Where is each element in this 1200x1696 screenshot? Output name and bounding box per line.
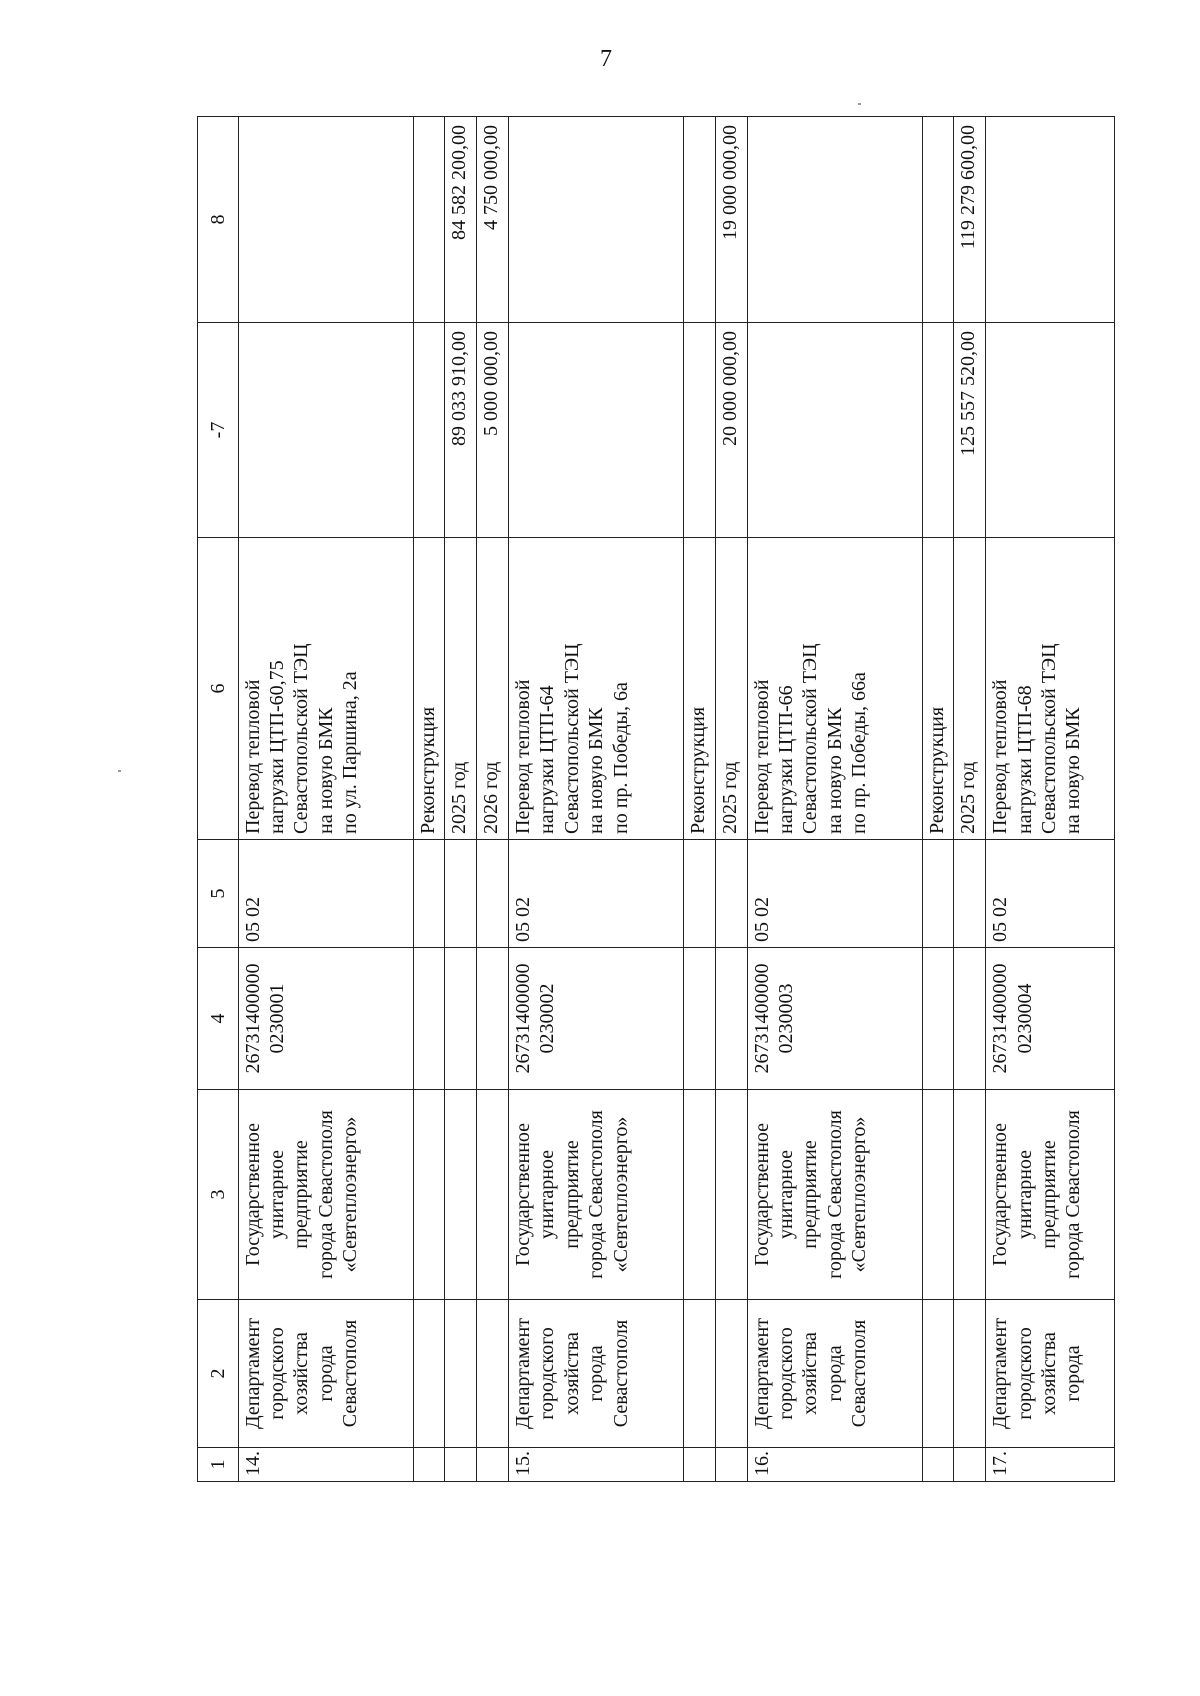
- cell-code: [715, 948, 747, 1090]
- cell-dept: Департамент городского хозяйства города Севастополя: [238, 1300, 413, 1448]
- cell-num: [715, 1448, 747, 1482]
- cell-section: [413, 840, 445, 948]
- cell-code: 26731400000 0230002: [508, 948, 683, 1090]
- header-cell: 8: [198, 117, 239, 323]
- cell-org: [445, 1090, 477, 1300]
- cell-code: 26731400000 0230003: [747, 948, 922, 1090]
- header-cell: 1: [198, 1448, 239, 1482]
- cell-org: Государственное унитарное предприятие города Севастополя: [986, 1090, 1115, 1300]
- cell-v7: [413, 323, 445, 538]
- budget-table: [197, 116, 1115, 1482]
- cell-desc: Реконструкция: [413, 538, 445, 840]
- cell-org: [684, 1090, 716, 1300]
- cell-v7: 20 000 000,00: [715, 323, 747, 538]
- cell-code: [954, 948, 986, 1090]
- cell-v8: [238, 117, 413, 323]
- cell-num: [954, 1448, 986, 1482]
- table-row: [986, 117, 1115, 1482]
- cell-section: 05 02: [238, 840, 413, 948]
- cell-desc: Перевод тепловой нагрузки ЦТП-60,75 Севастопольской ТЭЦ на новую БМК по ул. Паршина, 2а: [238, 538, 413, 840]
- table-row: [238, 117, 413, 1482]
- table-row: [477, 117, 509, 1482]
- cell-v8: [684, 117, 716, 323]
- cell-desc: Перевод тепловой нагрузки ЦТП-68 Севастопольской ТЭЦ на новую БМК: [986, 538, 1115, 840]
- cell-v8: [413, 117, 445, 323]
- table-row: [954, 117, 986, 1482]
- cell-section: 05 02: [508, 840, 683, 948]
- cell-num: [445, 1448, 477, 1482]
- cell-dept: [684, 1300, 716, 1448]
- cell-v8: [508, 117, 683, 323]
- cell-v8: 4 750 000,00: [477, 117, 509, 323]
- cell-desc: 2025 год: [954, 538, 986, 840]
- cell-v8: 84 582 200,00: [445, 117, 477, 323]
- cell-num: 14.: [238, 1448, 413, 1482]
- cell-section: [954, 840, 986, 948]
- cell-v7: [684, 323, 716, 538]
- cell-dept: [715, 1300, 747, 1448]
- cell-v7: [508, 323, 683, 538]
- cell-code: [445, 948, 477, 1090]
- cell-dept: Департамент городского хозяйства города: [986, 1300, 1115, 1448]
- cell-section: [477, 840, 509, 948]
- cell-section: [715, 840, 747, 948]
- cell-num: 16.: [747, 1448, 922, 1482]
- cell-v7: 125 557 520,00: [954, 323, 986, 538]
- cell-num: 15.: [508, 1448, 683, 1482]
- table-row: [413, 117, 445, 1482]
- header-cell: 2: [198, 1300, 239, 1448]
- header-cell: 5: [198, 840, 239, 948]
- cell-org: Государственное унитарное предприятие города Севастополя «Севтеплоэнерго»: [747, 1090, 922, 1300]
- cell-org: Государственное унитарное предприятие города Севастополя «Севтеплоэнерго»: [238, 1090, 413, 1300]
- scan-speck: [118, 770, 121, 772]
- cell-org: Государственное унитарное предприятие города Севастополя «Севтеплоэнерго»: [508, 1090, 683, 1300]
- cell-dept: [954, 1300, 986, 1448]
- cell-v7: [986, 323, 1115, 538]
- cell-org: [715, 1090, 747, 1300]
- cell-code: [413, 948, 445, 1090]
- cell-desc: Перевод тепловой нагрузки ЦТП-66 Севастопольской ТЭЦ на новую БМК по пр. Победы, 66а: [747, 538, 922, 840]
- cell-dept: [922, 1300, 954, 1448]
- cell-v8: [986, 117, 1115, 323]
- cell-v8: 19 000 000,00: [715, 117, 747, 323]
- table-row: [684, 117, 716, 1482]
- cell-dept: Департамент городского хозяйства города Севастополя: [747, 1300, 922, 1448]
- cell-desc: Реконструкция: [922, 538, 954, 840]
- cell-org: [413, 1090, 445, 1300]
- cell-v8: [747, 117, 922, 323]
- cell-num: [477, 1448, 509, 1482]
- cell-num: [684, 1448, 716, 1482]
- cell-dept: [413, 1300, 445, 1448]
- cell-dept: Департамент городского хозяйства города Севастополя: [508, 1300, 683, 1448]
- cell-num: [922, 1448, 954, 1482]
- table-row: [747, 117, 922, 1482]
- cell-code: [477, 948, 509, 1090]
- cell-v7: [922, 323, 954, 538]
- cell-section: [684, 840, 716, 948]
- cell-section: 05 02: [986, 840, 1115, 948]
- cell-org: [477, 1090, 509, 1300]
- cell-desc: 2025 год: [445, 538, 477, 840]
- header-cell: 6: [198, 538, 239, 840]
- cell-code: [684, 948, 716, 1090]
- cell-section: [922, 840, 954, 948]
- cell-section: 05 02: [747, 840, 922, 948]
- scan-speck: [858, 103, 861, 105]
- cell-code: 26731400000 0230001: [238, 948, 413, 1090]
- cell-code: 26731400000 0230004: [986, 948, 1115, 1090]
- cell-v7: [747, 323, 922, 538]
- cell-v8: 119 279 600,00: [954, 117, 986, 323]
- cell-v7: 5 000 000,00: [477, 323, 509, 538]
- table-row: [508, 117, 683, 1482]
- cell-desc: Перевод тепловой нагрузки ЦТП-64 Севастопольской ТЭЦ на новую БМК по пр. Победы, 6а: [508, 538, 683, 840]
- cell-desc: 2026 год: [477, 538, 509, 840]
- cell-section: [445, 840, 477, 948]
- header-cell: 4: [198, 948, 239, 1090]
- cell-v7: [238, 323, 413, 538]
- table-row: [922, 117, 954, 1482]
- cell-desc: Реконструкция: [684, 538, 716, 840]
- cell-num: [413, 1448, 445, 1482]
- table-row: [715, 117, 747, 1482]
- cell-dept: [477, 1300, 509, 1448]
- table-row: [445, 117, 477, 1482]
- header-cell: 3: [198, 1090, 239, 1300]
- cell-org: [954, 1090, 986, 1300]
- cell-org: [922, 1090, 954, 1300]
- page-number: 7: [600, 46, 612, 72]
- cell-v7: 89 033 910,00: [445, 323, 477, 538]
- cell-v8: [922, 117, 954, 323]
- cell-num: 17.: [986, 1448, 1115, 1482]
- cell-dept: [445, 1300, 477, 1448]
- rotated-table-frame: [197, 117, 1115, 1482]
- cell-desc: 2025 год: [715, 538, 747, 840]
- header-cell: -7: [198, 323, 239, 538]
- table-header-row: [198, 117, 239, 1482]
- cell-code: [922, 948, 954, 1090]
